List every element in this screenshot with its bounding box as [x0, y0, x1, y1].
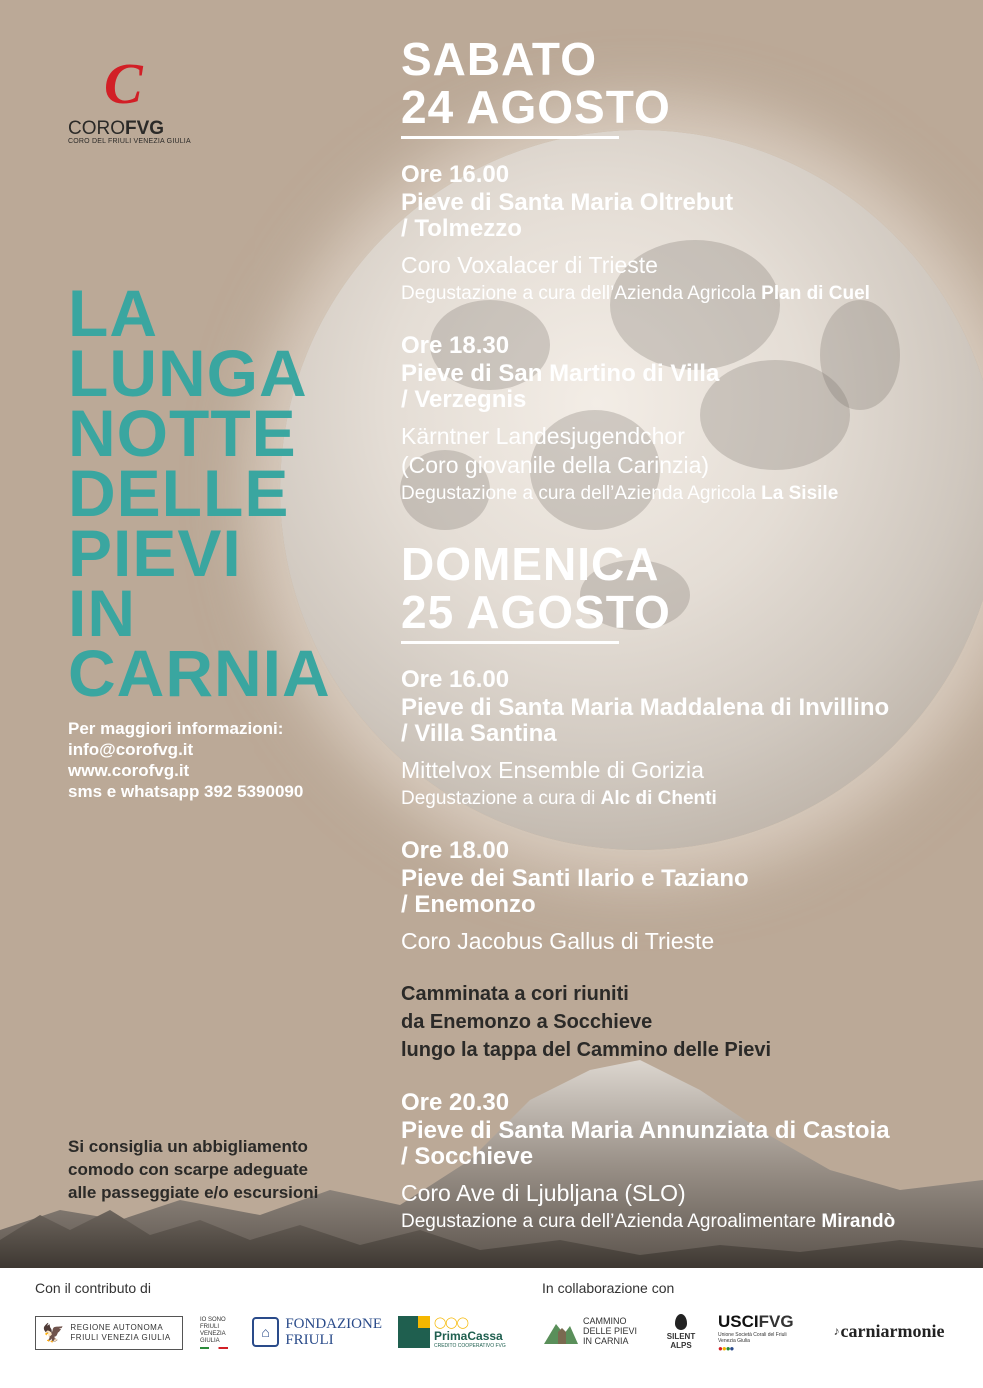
day2-event-3: [401, 1090, 971, 1234]
contrib-label: Con il contributo di: [35, 1280, 151, 1296]
logo-c-mark: C: [104, 51, 143, 116]
event-choir: Mittelvox Ensemble di Gorizia: [401, 757, 704, 783]
color-dots-icon: ●●●●: [718, 1343, 734, 1353]
iosonofvg-logo: IO SONO FRIULI VENEZIA GIULIA: [200, 1314, 240, 1352]
event-place-town: / Enemonzo: [401, 891, 536, 918]
usci-fvg-logo: USCIFVG Unione Società Corali del Friuli Venezia Giulia ●●●●: [718, 1311, 794, 1353]
music-note-icon: ♪: [833, 1324, 840, 1338]
day1-weekday: SABATO: [401, 33, 597, 85]
primacassa-circles-icon: ◯◯◯: [434, 1316, 468, 1329]
church-mountain-icon: [542, 1314, 580, 1348]
event-title: LA LUNGA NOTTE DELLE PIEVI IN CARNIA: [68, 276, 331, 710]
cammino-pievi-logo: CAMMINO DELLE PIEVI IN CARNIA: [542, 1308, 642, 1354]
contact-email[interactable]: info@corofvg.it: [68, 740, 194, 759]
event-place: Pieve dei Santi Ilario e Taziano: [401, 865, 749, 892]
event-choir: Coro Jacobus Gallus di Trieste: [401, 928, 715, 954]
event-time: Ore 16.00: [401, 666, 510, 693]
day2-rule: [401, 641, 619, 644]
event-place: Pieve di Santa Maria Oltrebut: [401, 189, 734, 216]
event-tasting: Degustazione a cura dell’Azienda Agricola La Sisile: [401, 483, 839, 504]
event-place-town: / Villa Santina: [401, 720, 557, 747]
fondazione-friuli-logo: ⌂ FONDAZIONE FRIULI: [252, 1312, 382, 1352]
event-time: Ore 18.30: [401, 332, 510, 359]
day1-event-1: [401, 162, 971, 306]
day1-rule: [401, 136, 619, 139]
event-place: Pieve di Santa Maria Annunziata di Castoia: [401, 1117, 890, 1144]
day2-weekday: DOMENICA: [401, 538, 660, 590]
day1-heading: [401, 35, 671, 131]
event-place-town: / Verzegnis: [401, 386, 527, 413]
event-time: Ore 18.00: [401, 837, 510, 864]
corofvg-logo: [98, 51, 158, 118]
day2-heading: [401, 540, 671, 636]
event-choir: Kärntner Landesjugendchor: [401, 423, 685, 449]
clothing-advice: Si consiglia un abbigliamento comodo con scarpe adeguate alle passeggiate e/o escursioni: [68, 1137, 319, 1202]
event-choir: Coro Ave di Ljubljana (SLO): [401, 1180, 686, 1206]
sponsor-footer: [0, 1268, 983, 1388]
day2-date: 25 AGOSTO: [401, 586, 671, 638]
day1-event-2: [401, 333, 971, 506]
contact-phone: sms e whatsapp 392 5390090: [68, 782, 304, 801]
brand-subtitle: CORO DEL FRIULI VENEZIA GIULIA: [68, 138, 191, 145]
day2-event-1: [401, 667, 971, 811]
contact-info: [68, 718, 303, 802]
day2-event-2: [401, 838, 971, 954]
brand-name: COROFVG: [68, 118, 165, 139]
building-icon: ⌂: [252, 1317, 279, 1347]
eagle-icon: 🦅: [42, 1322, 65, 1343]
drop-icon: [675, 1314, 687, 1330]
collab-label: In collaborazione con: [542, 1280, 675, 1296]
event-tasting: Degustazione a cura dell’Azienda Agricola Plan di Cuel: [401, 283, 870, 304]
primacassa-logo: ◯◯◯ PrimaCassa CREDITO COOPERATIVO FVG: [398, 1310, 510, 1354]
regione-fvg-logo: 🦅 REGIONE AUTONOMA FRIULI VENEZIA GIULIA: [35, 1316, 183, 1350]
contact-heading: Per maggiori informazioni:: [68, 719, 284, 738]
event-place: Pieve di San Martino di Villa: [401, 360, 720, 387]
event-place-town: / Socchieve: [401, 1143, 534, 1170]
event-time: Ore 20.30: [401, 1089, 510, 1116]
event-time: Ore 16.00: [401, 161, 510, 188]
event-place-town: / Tolmezzo: [401, 215, 522, 242]
event-choir-note: (Coro giovanile della Carinzia): [401, 452, 710, 478]
primacassa-square-icon: [398, 1316, 430, 1348]
day1-date: 24 AGOSTO: [401, 81, 671, 133]
carniarmonie-logo: ♪ carniarmonie: [833, 1320, 945, 1341]
event-tasting: Degustazione a cura di Alc di Chenti: [401, 788, 717, 809]
silent-alps-logo: SILENT ALPS: [660, 1304, 702, 1360]
group-walk: Camminata a cori riuniti da Enemonzo a Socchieve lungo la tappa del Cammino delle Pievi: [401, 983, 772, 1061]
event-place: Pieve di Santa Maria Maddalena di Invillino: [401, 694, 890, 721]
event-choir: Coro Voxalacer di Trieste: [401, 252, 658, 278]
contact-website[interactable]: www.corofvg.it: [68, 761, 190, 780]
event-tasting: Degustazione a cura dell’Azienda Agroalimentare Mirandò: [401, 1211, 896, 1232]
